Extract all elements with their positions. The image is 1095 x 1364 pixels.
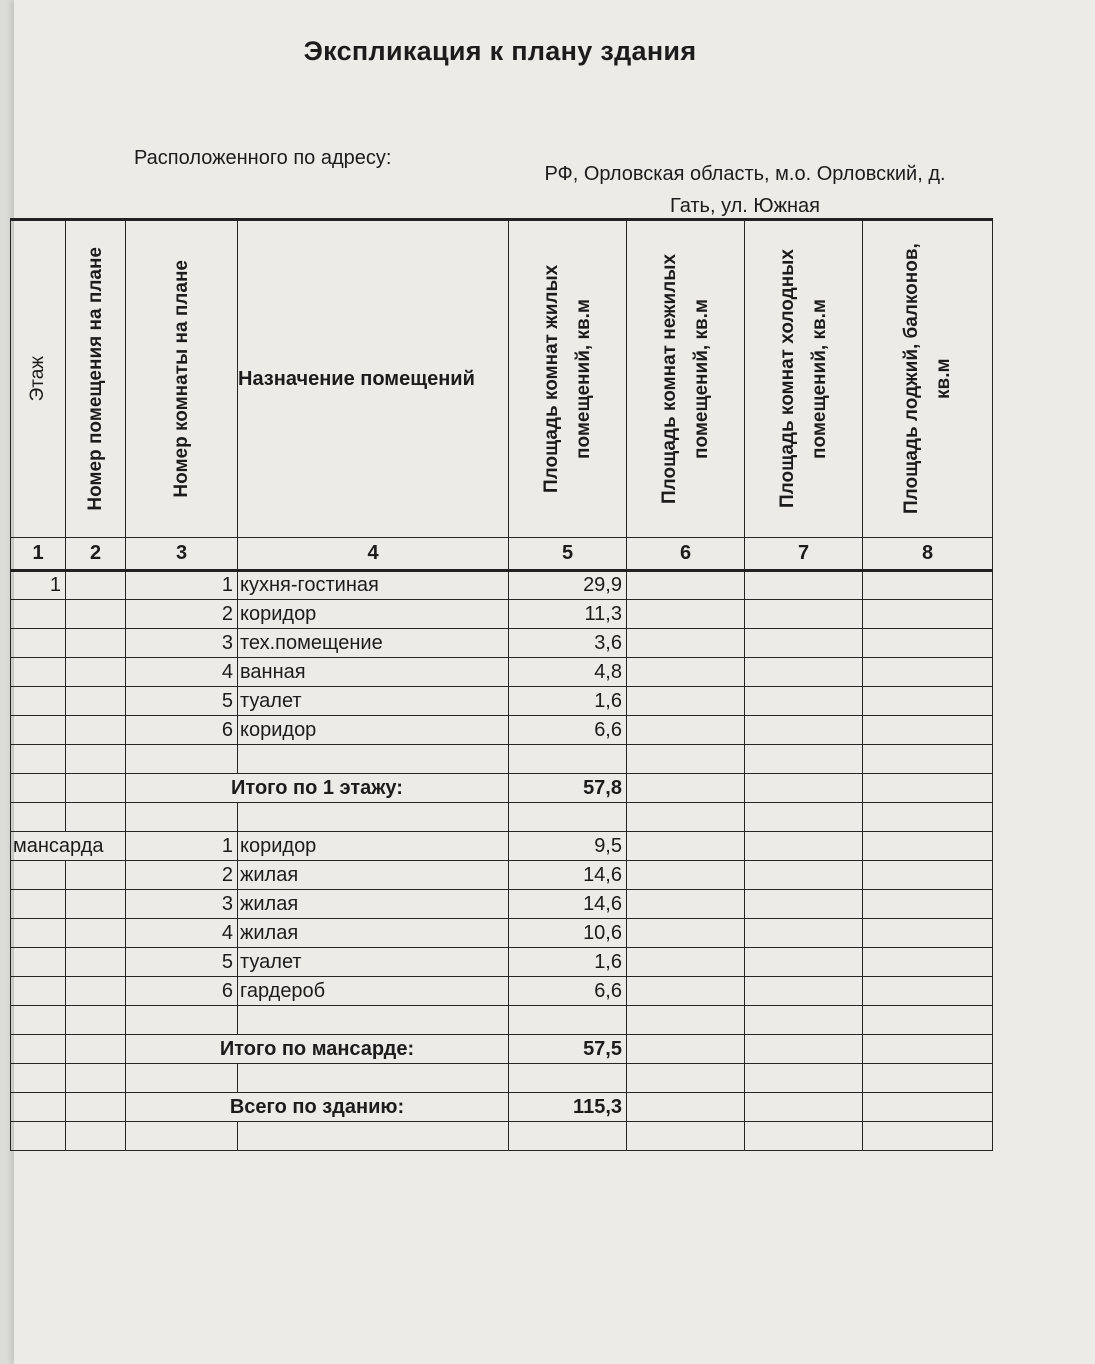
cell-room-number: 4 — [126, 919, 238, 948]
cell-purpose — [238, 803, 509, 832]
cell-nonliving — [627, 745, 745, 774]
cell-floor — [11, 1122, 66, 1151]
table-row — [11, 600, 993, 629]
cell-nonliving — [627, 832, 745, 861]
cell-loggia — [863, 919, 993, 948]
cell-purpose — [238, 1064, 509, 1093]
cell-nonliving — [627, 919, 745, 948]
cell-cold — [745, 861, 863, 890]
table-row — [11, 948, 993, 977]
cell-purpose: тех.помещение — [238, 629, 509, 658]
cell-room-number: 6 — [126, 716, 238, 745]
table-row — [11, 687, 993, 716]
header-row — [11, 220, 993, 538]
cell-loggia — [863, 1006, 993, 1035]
cell-room-number: 1 — [126, 571, 238, 600]
cell-cold — [745, 571, 863, 600]
cell-purpose: жилая — [238, 861, 509, 890]
header-cold-area: Площадь комнат холодных помещений, кв.м — [745, 220, 863, 538]
cell-premises — [66, 1093, 126, 1122]
cell-floor — [11, 890, 66, 919]
table-row — [11, 716, 993, 745]
cell-living-area — [509, 1064, 627, 1093]
summary-living-area: 57,8 — [509, 774, 627, 803]
cell-loggia — [863, 1035, 993, 1064]
cell-cold — [745, 832, 863, 861]
cell-room-number: 5 — [126, 687, 238, 716]
column-number: 1 — [11, 538, 66, 571]
cell-premises — [66, 1122, 126, 1151]
address-line-1: РФ, Орловская область, м.о. Орловский, д. — [544, 163, 946, 185]
table-row — [11, 803, 993, 832]
table-row — [11, 658, 993, 687]
cell-premises — [66, 716, 126, 745]
column-number: 2 — [66, 538, 126, 571]
column-number: 7 — [745, 538, 863, 571]
cell-premises — [66, 687, 126, 716]
cell-cold — [745, 1006, 863, 1035]
header-floor: Этаж — [11, 220, 66, 538]
summary-label: Итого по 1 этажу: — [126, 774, 509, 803]
cell-cold — [745, 774, 863, 803]
cell-floor — [11, 687, 66, 716]
cell-loggia — [863, 687, 993, 716]
cell-room-number: 5 — [126, 948, 238, 977]
cell-premises — [66, 600, 126, 629]
cell-loggia — [863, 629, 993, 658]
cell-loggia — [863, 774, 993, 803]
cell-room-number — [126, 803, 238, 832]
cell-loggia — [863, 571, 993, 600]
cell-living-area: 14,6 — [509, 890, 627, 919]
cell-purpose — [238, 1122, 509, 1151]
table-row — [11, 861, 993, 890]
cell-loggia — [863, 803, 993, 832]
cell-nonliving — [627, 600, 745, 629]
cell-nonliving — [627, 774, 745, 803]
cell-living-area — [509, 1122, 627, 1151]
summary-living-area: 57,5 — [509, 1035, 627, 1064]
cell-nonliving — [627, 803, 745, 832]
address-label: Расположенного по адресу: — [134, 147, 392, 169]
table-row — [11, 832, 993, 861]
cell-premises — [66, 803, 126, 832]
cell-room-number — [126, 745, 238, 774]
cell-loggia — [863, 600, 993, 629]
cell-cold — [745, 716, 863, 745]
table-row — [11, 571, 993, 600]
cell-room-number: 2 — [126, 861, 238, 890]
summary-row — [11, 1093, 993, 1122]
cell-floor: 1 — [11, 571, 66, 600]
table-row — [11, 890, 993, 919]
cell-cold — [745, 803, 863, 832]
column-number: 4 — [238, 538, 509, 571]
cell-cold — [745, 687, 863, 716]
cell-living-area — [509, 803, 627, 832]
cell-premises — [66, 861, 126, 890]
cell-floor — [11, 919, 66, 948]
cell-floor — [11, 1093, 66, 1122]
address-line-2: Гать, ул. Южная — [669, 195, 820, 217]
cell-floor: мансарда — [11, 832, 126, 861]
cell-cold — [745, 1035, 863, 1064]
cell-floor — [11, 629, 66, 658]
table-row — [11, 1006, 993, 1035]
cell-loggia — [863, 890, 993, 919]
cell-loggia — [863, 1122, 993, 1151]
column-number: 8 — [863, 538, 993, 571]
summary-label: Всего по зданию: — [126, 1093, 509, 1122]
header-purpose: Назначение помещений — [238, 220, 509, 538]
cell-room-number: 2 — [126, 600, 238, 629]
cell-nonliving — [627, 1093, 745, 1122]
cell-cold — [745, 890, 863, 919]
cell-nonliving — [627, 571, 745, 600]
cell-room-number — [126, 1006, 238, 1035]
cell-floor — [11, 774, 66, 803]
cell-nonliving — [627, 658, 745, 687]
table-row — [11, 1122, 993, 1151]
cell-premises — [66, 571, 126, 600]
cell-loggia — [863, 716, 993, 745]
address-value — [500, 158, 990, 222]
cell-nonliving — [627, 1064, 745, 1093]
table-row — [11, 977, 993, 1006]
header-premises-number: Номер помещения на плане — [66, 220, 126, 538]
cell-floor — [11, 600, 66, 629]
cell-cold — [745, 1122, 863, 1151]
cell-loggia — [863, 658, 993, 687]
cell-premises — [66, 658, 126, 687]
cell-living-area — [509, 1006, 627, 1035]
cell-premises — [66, 1064, 126, 1093]
cell-room-number: 4 — [126, 658, 238, 687]
summary-living-area: 115,3 — [509, 1093, 627, 1122]
cell-cold — [745, 977, 863, 1006]
cell-premises — [66, 919, 126, 948]
cell-loggia — [863, 948, 993, 977]
cell-room-number: 3 — [126, 890, 238, 919]
cell-nonliving — [627, 1122, 745, 1151]
cell-premises — [66, 1006, 126, 1035]
cell-living-area: 4,8 — [509, 658, 627, 687]
column-number: 6 — [627, 538, 745, 571]
cell-floor — [11, 745, 66, 774]
cell-nonliving — [627, 716, 745, 745]
cell-loggia — [863, 861, 993, 890]
cell-nonliving — [627, 977, 745, 1006]
cell-nonliving — [627, 948, 745, 977]
cell-purpose: ванная — [238, 658, 509, 687]
cell-cold — [745, 745, 863, 774]
cell-floor — [11, 1006, 66, 1035]
cell-room-number — [126, 1122, 238, 1151]
cell-cold — [745, 919, 863, 948]
cell-living-area: 6,6 — [509, 716, 627, 745]
explication-table — [10, 218, 993, 1151]
cell-cold — [745, 629, 863, 658]
cell-living-area: 1,6 — [509, 687, 627, 716]
header-nonliving-area: Площадь комнат нежилых помещений, кв.м — [627, 220, 745, 538]
cell-purpose: туалет — [238, 687, 509, 716]
cell-cold — [745, 1093, 863, 1122]
cell-living-area: 3,6 — [509, 629, 627, 658]
cell-floor — [11, 1064, 66, 1093]
cell-premises — [66, 745, 126, 774]
cell-floor — [11, 716, 66, 745]
cell-room-number: 3 — [126, 629, 238, 658]
cell-premises — [66, 948, 126, 977]
cell-premises — [66, 977, 126, 1006]
cell-purpose: коридор — [238, 716, 509, 745]
column-number: 5 — [509, 538, 627, 571]
cell-cold — [745, 948, 863, 977]
cell-living-area: 10,6 — [509, 919, 627, 948]
cell-living-area — [509, 745, 627, 774]
cell-living-area: 6,6 — [509, 977, 627, 1006]
cell-living-area: 29,9 — [509, 571, 627, 600]
cell-living-area: 11,3 — [509, 600, 627, 629]
table-row — [11, 745, 993, 774]
cell-room-number: 1 — [126, 832, 238, 861]
table-row — [11, 1064, 993, 1093]
cell-premises — [66, 629, 126, 658]
cell-floor — [11, 861, 66, 890]
cell-room-number — [126, 1064, 238, 1093]
cell-nonliving — [627, 629, 745, 658]
document-title: Экспликация к плану здания — [303, 36, 697, 66]
cell-cold — [745, 1064, 863, 1093]
header-loggia-area: Площадь лоджий, балконов, кв.м — [863, 220, 993, 538]
cell-loggia — [863, 1093, 993, 1122]
table-row — [11, 919, 993, 948]
cell-loggia — [863, 745, 993, 774]
cell-living-area: 1,6 — [509, 948, 627, 977]
cell-living-area: 14,6 — [509, 861, 627, 890]
cell-cold — [745, 658, 863, 687]
cell-loggia — [863, 1064, 993, 1093]
cell-purpose: коридор — [238, 832, 509, 861]
cell-living-area: 9,5 — [509, 832, 627, 861]
cell-purpose: туалет — [238, 948, 509, 977]
cell-purpose: кухня-гостиная — [238, 571, 509, 600]
cell-purpose: гардероб — [238, 977, 509, 1006]
cell-premises — [66, 890, 126, 919]
summary-row — [11, 1035, 993, 1064]
summary-label: Итого по мансарде: — [126, 1035, 509, 1064]
cell-nonliving — [627, 687, 745, 716]
cell-purpose: коридор — [238, 600, 509, 629]
header-living-area: Площадь комнат жилых помещений, кв.м — [509, 220, 627, 538]
cell-loggia — [863, 832, 993, 861]
cell-floor — [11, 977, 66, 1006]
summary-row — [11, 774, 993, 803]
cell-premises — [66, 1035, 126, 1064]
cell-purpose: жилая — [238, 890, 509, 919]
cell-floor — [11, 803, 66, 832]
column-number-row — [11, 538, 993, 571]
cell-nonliving — [627, 890, 745, 919]
cell-purpose — [238, 745, 509, 774]
header-room-number: Номер комнаты на плане — [126, 220, 238, 538]
table-row — [11, 629, 993, 658]
cell-floor — [11, 948, 66, 977]
cell-purpose — [238, 1006, 509, 1035]
cell-room-number: 6 — [126, 977, 238, 1006]
cell-nonliving — [627, 861, 745, 890]
cell-nonliving — [627, 1035, 745, 1064]
cell-purpose: жилая — [238, 919, 509, 948]
cell-loggia — [863, 977, 993, 1006]
cell-premises — [66, 774, 126, 803]
cell-floor — [11, 1035, 66, 1064]
column-number: 3 — [126, 538, 238, 571]
cell-cold — [745, 600, 863, 629]
cell-nonliving — [627, 1006, 745, 1035]
cell-floor — [11, 658, 66, 687]
